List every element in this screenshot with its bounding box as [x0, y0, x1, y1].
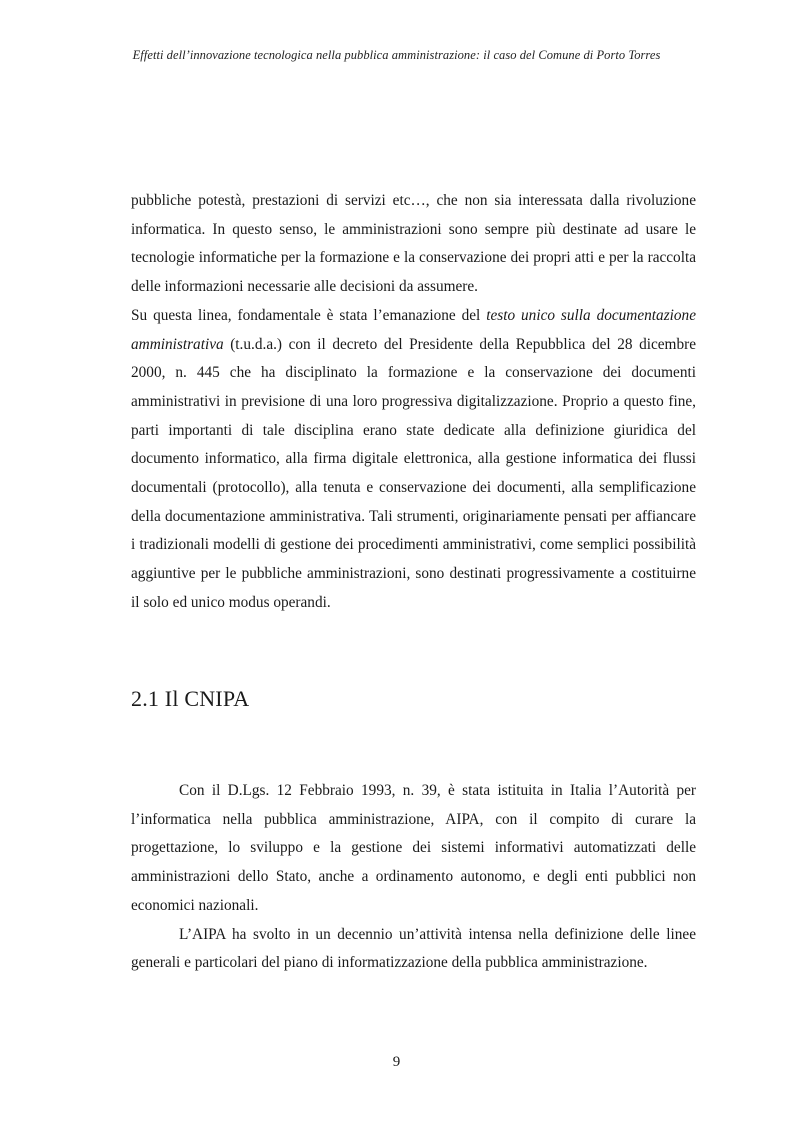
intro-paragraph-2-start: Su questa linea, fondamentale è stata l’emanazione del	[131, 306, 487, 324]
intro-text	[131, 187, 696, 618]
intro-paragraph-1: pubbliche potestà, prestazioni di servizi etc…, che non sia interessata dalla rivoluzione informatica. In questo senso, le amministrazioni sono sempre più destinate ad usare le tecnologie informatiche per la formazione e la conservazione dei propri atti e per la raccolta delle informazioni necessarie alle decisioni da assumere.	[131, 192, 696, 296]
section-text	[131, 777, 696, 978]
section-heading: 2.1 Il CNIPA	[131, 686, 250, 711]
section-paragraph-1: Con il D.Lgs. 12 Febbraio 1993, n. 39, è stata istituita in Italia l’Autorità per l’informatica nella pubblica amministrazione, AIPA, con il compito di curare la progettazione, lo sviluppo e la gestione dei sistemi informativi automatizzati delle amministrazioni dello Stato, anche a ordinamento autonomo, e degli enti pubblici non economici nazionali.	[131, 782, 696, 914]
intro-paragraph-2	[131, 302, 696, 618]
page-number: 9	[392, 1054, 401, 1070]
running-header: Effetti dell’innovazione tecnologica nella pubblica amministrazione: il caso del Comune di Porto Torres	[132, 48, 661, 62]
intro-paragraph-2-italic: testo unico sulla documentazione amministrativa	[131, 306, 696, 353]
intro-paragraph-2-end: (t.u.d.a.) con il decreto del Presidente della Repubblica del 28 dicembre 2000, n. 445 che ha disciplinato la formazione e la conservazione dei documenti amministrativi in previsione di una loro progressiva digitalizzazione. Proprio a questo fine, parti importanti di tale disciplina erano state dedicate alla definizione giuridica del documento informatico, alla firma digitale elettronica, alla gestione informatica dei flussi documentali (protocollo), alla tenuta e conservazione dei documenti, alla semplificazione della documentazione amministrativa. Tali strumenti, originariamente pensati per affiancare i tradizionali modelli di gestione dei procedimenti amministrativi, come semplici possibilità aggiuntive per le pubbliche amministrazioni, sono destinati progressivamente a costituirne il solo ed unico modus operandi.	[131, 335, 696, 611]
section-paragraph-2: L’AIPA ha svolto in un decennio un’attività intensa nella definizione delle linee generali e particolari del piano di informatizzazione della pubblica amministrazione.	[131, 925, 696, 972]
